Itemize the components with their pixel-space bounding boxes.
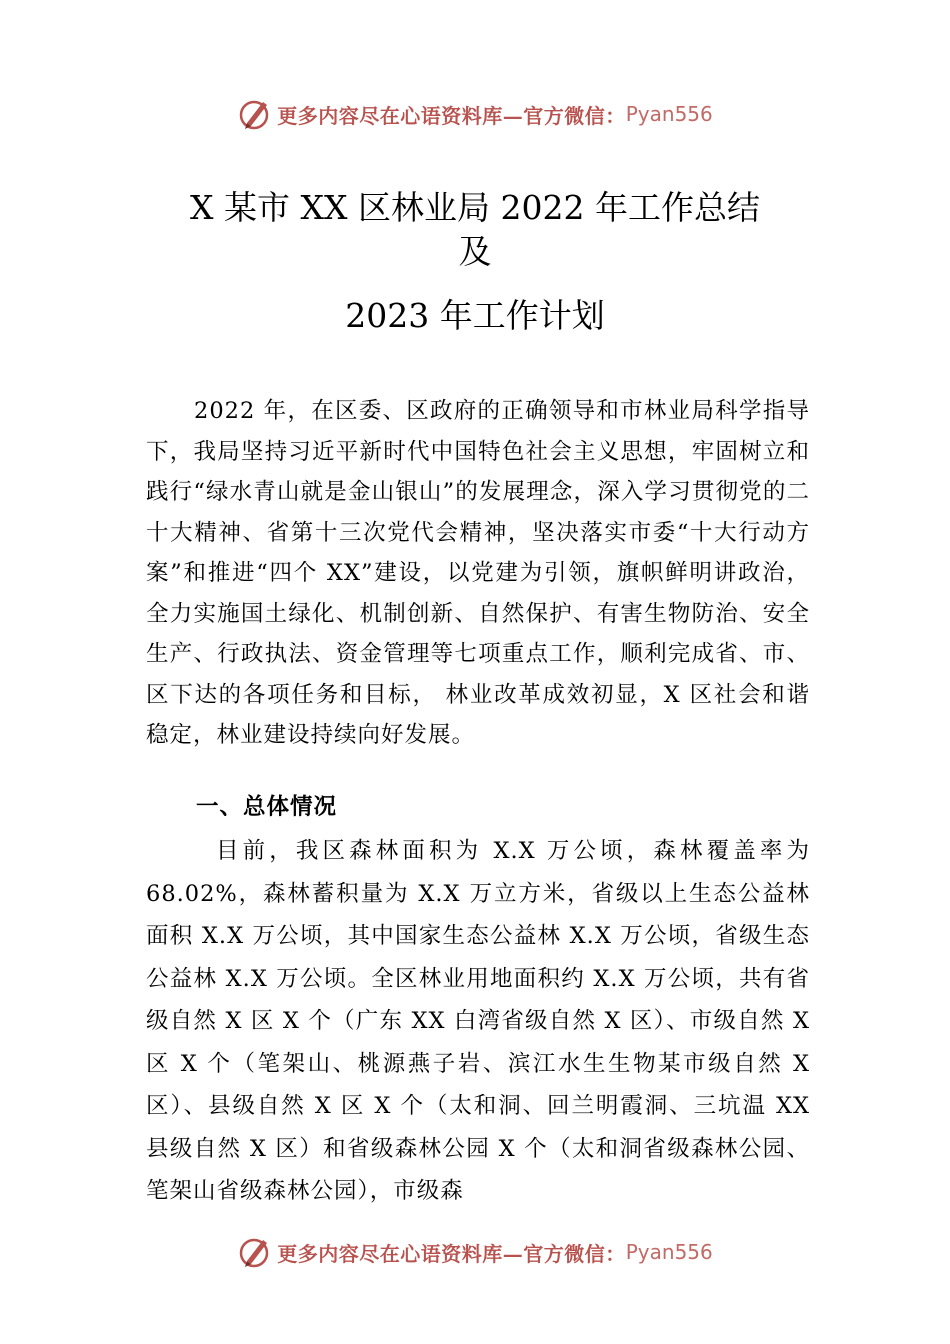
overview-paragraph: 目前，我区森林面积为 X.X 万公顷，森林覆盖率为 68.02%，森林蓄积量为 X.X 万立方米，省级以上生态公益林面积 X.X 万公顷，其中国家生态公益林 X.X 万公顷，省级生态公益林 X.X 万公顷。全区林业用地面积约 X.X 万公顷，共有省级自然 X 区 X 个（广东 XX 白湾省级自然 X 区）、市级自然 X 区 X 个（笔架山、桃源燕子岩、滨江水生生物某市级自然 X 区）、县级自然 X 区 X 个（太和洞、回兰明霞洞、三坑温 XX 县级自然 X 区）和省级森林公园 X 个（太和洞省级森林公园、笔架山省级森林公园），市级森	[146, 838, 810, 1204]
banner-text: 更多内容尽在心语资料库—官方微信：	[277, 1241, 626, 1266]
section-heading-overview: 一、总体情况	[196, 794, 338, 820]
document-title-line-2: 及	[458, 232, 492, 271]
banner-wechat-id: Pyan556	[625, 102, 713, 126]
footer-banner	[0, 1232, 950, 1272]
pen-logo-icon	[237, 96, 273, 132]
banner-text: 更多内容尽在心语资料库—官方微信：	[277, 103, 626, 128]
intro-paragraph: 2022 年，在区委、区政府的正确领导和市林业局科学指导下，我局坚持习近平新时代中国特色社会主义思想，牢固树立和践行“绿水青山就是金山银山”的发展理念，深入学习贯彻党的二十大精神、省第十三次党代会精神，坚决落实市委“十大行动方案”和推进“四个 XX”建设，以党建为引领，旗帜鲜明讲政治，全力实施国土绿化、机制创新、自然保护、有害生物防治、安全生产、行政执法、资金管理等七项重点工作，顺利完成省、市、区下达的各项任务和目标， 林业改革成效初显，X 区社会和谐稳定，林业建设持续向好发展。	[146, 398, 810, 748]
pen-logo-icon	[237, 1234, 273, 1270]
document-title-line-1: X 某市 XX 区林业局 2022 年工作总结	[190, 188, 760, 227]
header-banner	[0, 94, 950, 134]
banner-wechat-id: Pyan556	[625, 1240, 713, 1264]
document-title-line-3: 2023 年工作计划	[345, 296, 605, 335]
